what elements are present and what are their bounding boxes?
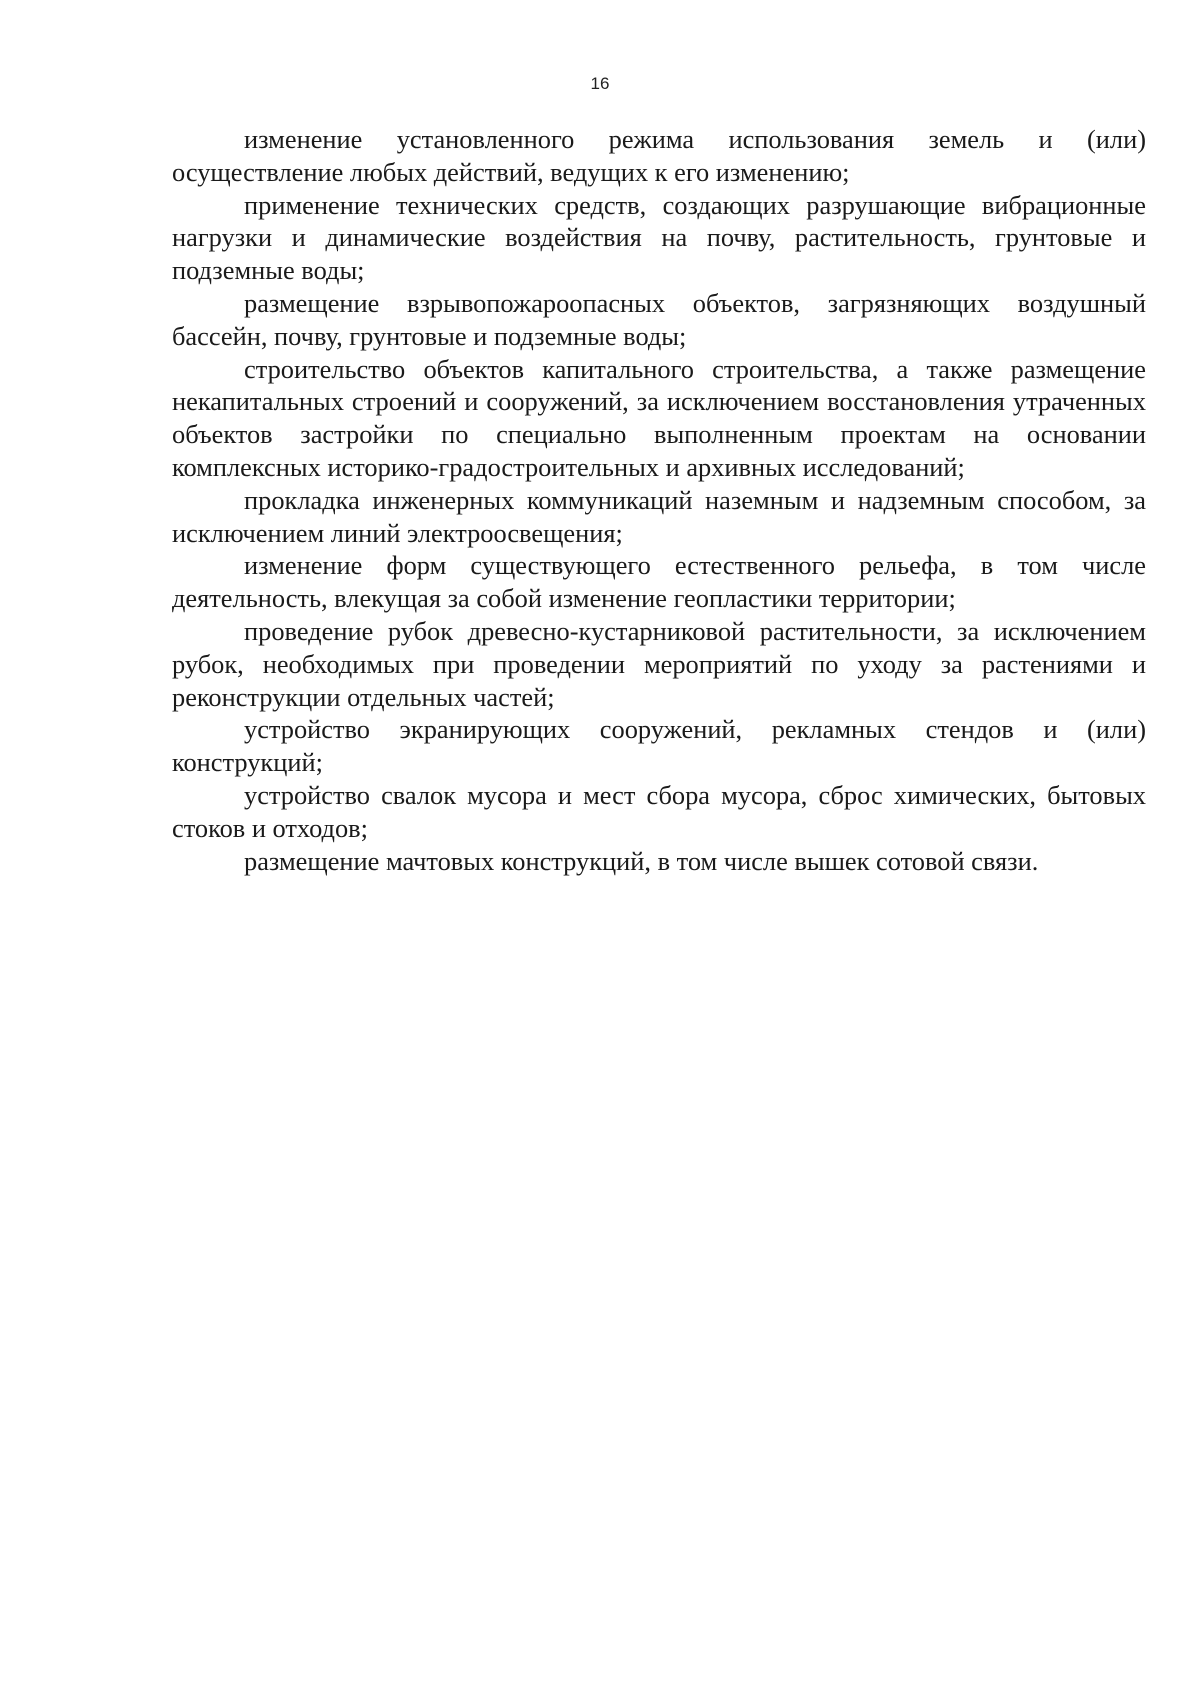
paragraph: размещение мачтовых конструкций, в том числе вышек сотовой связи. (244, 845, 1039, 876)
document-body (172, 123, 1146, 877)
paragraph: строительство объектов капитального строительства, а также размещение некапитальных строений и сооружений, за исключением восстановления утраченных объектов застройки по специально выполненным проектам на основании комплексных историко-градостроительных и архивных исследований; (172, 353, 1146, 482)
paragraph: устройство экранирующих сооружений, рекламных стендов и (или) конструкций; (172, 714, 1146, 778)
paragraph: изменение форм существующего естественного рельефа, в том числе деятельность, влекущая за собой изменение геопластики территории; (172, 550, 1146, 614)
paragraph: проведение рубок древесно-кустарниковой растительности, за исключением рубок, необходимых при проведении мероприятий по уходу за растениями и реконструкции отдельных частей; (172, 615, 1146, 712)
paragraph: устройство свалок мусора и мест сбора мусора, сброс химических, бытовых стоков и отходов; (172, 779, 1146, 843)
paragraph: изменение установленного режима использования земель и (или) осуществление любых действий, ведущих к его изменению; (172, 124, 1146, 187)
page-number: 16 (590, 74, 610, 93)
paragraph: размещение взрывопожароопасных объектов, загрязняющих воздушный бассейн, почву, грунтовые и подземные воды; (172, 287, 1146, 351)
paragraph: прокладка инженерных коммуникаций наземным и надземным способом, за исключением линий электроосвещения; (172, 484, 1146, 548)
paragraph: применение технических средств, создающих разрушающие вибрационные нагрузки и динамические воздействия на почву, растительность, грунтовые и подземные воды; (172, 189, 1146, 286)
